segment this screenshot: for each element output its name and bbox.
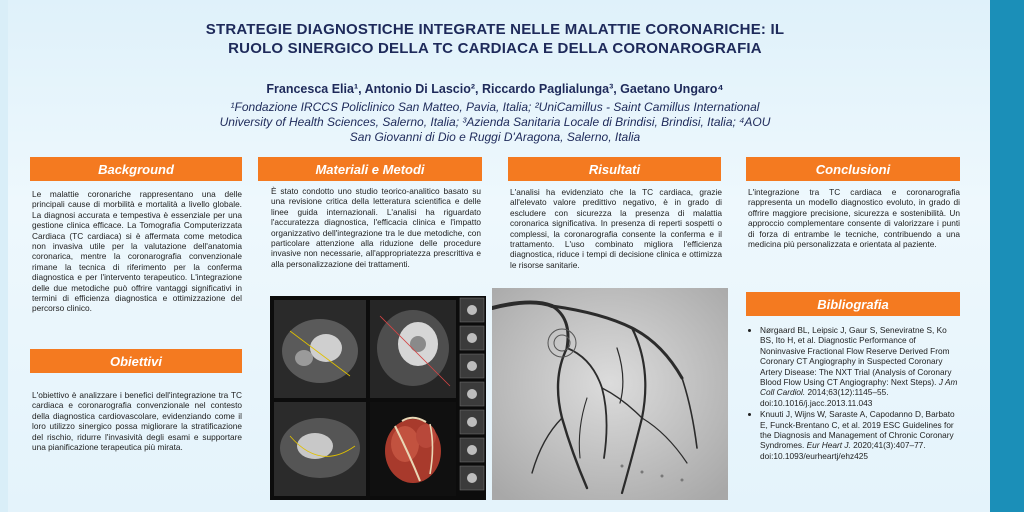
section-heading-background: Background bbox=[30, 157, 242, 181]
reference-text: Nørgaard BL, Leipsic J, Gaur S, Seneviratne S, Ko BS, Ito H, et al. Diagnostic Performance of Noninvasive Fractional Flow Reserve Derived From Coronary CT Angiography in Suspected Coronary Artery Disease: The NXT Trial (Analysis of Coronary Blood Flow Using CT Angiography: Next Steps). bbox=[760, 325, 952, 388]
reference-journal: Eur Heart J. bbox=[806, 440, 851, 451]
reference-details: 2014;63(12):1145–55. doi:10.1016/j.jacc.2013.11.043 bbox=[760, 387, 889, 408]
left-accent-strip bbox=[0, 0, 8, 512]
affiliations: ¹Fondazione IRCCS Policlinico San Matteo, Pavia, Italia; ²UniCamillus - Saint Camillus International University of Health Sciences, Salerno, Italia; ³Azienda Sanitaria Locale di Brindisi, Brindisi, Italia; ⁴AOU San Giovanni di Dio e Ruggi D'Aragona, Salerno, Italia bbox=[219, 100, 771, 144]
section-heading-obiettivi: Obiettivi bbox=[30, 349, 242, 373]
bibliography-list bbox=[748, 325, 958, 462]
right-border-stripe bbox=[990, 0, 1024, 512]
reference-details: 2020;41(3):407–77. doi:10.1093/eurheartj/ehz425 bbox=[760, 440, 926, 461]
obiettivi-text: L'obiettivo è analizzare i benefici dell'integrazione tra TC cardiaca e coronarografia convenzionale nel contesto della diagnostica cardiovascolare, evidenziando come il loro utilizzo sinergico possa migliorare la stratificazione del rischio, ridurre l'invasività degli esami e supportare una pianificazione terapeutica più mirata. bbox=[32, 390, 242, 453]
cardiac-ct-illustration bbox=[270, 296, 486, 500]
metodi-text: È stato condotto uno studio teorico-analitico basato su una revisione critica della letteratura scientifica e delle linee guida internazionali. L'analisi ha riguardato l'accuratezza diagnostica, l'efficacia clinica e l'impatto organizzativo dell'integrazione tra le due metodiche, con particolare attenzione alla riduzione delle procedure invasive non necessarie, all'appropriatezza prescrittiva e alla personalizzazione dei trattamenti. bbox=[271, 186, 481, 269]
angiogram-illustration bbox=[492, 288, 728, 500]
section-heading-conclusioni: Conclusioni bbox=[746, 157, 960, 181]
background-text: Le malattie coronariche rappresentano una delle principali cause di morbilità e mortalità a livello globale. La diagnosi accurata e tempestiva è essenziale per una gestione clinica efficace. La Tomografia Computerizzata Cardiaca (TC cardiaca) si è affermata come metodica non invasiva utile per la valutazione dell'anatomia coronarica, mentre la coronarografia convenzionale rimane la tecnica di riferimento per la conferma diagnostica e per l'intervento terapeutico. L'integrazione delle due metodiche può offrire vantaggi significativi in termini di efficienza diagnostica e ottimizzazione del percorso clinico. bbox=[32, 189, 242, 314]
reference-item bbox=[760, 409, 958, 461]
section-heading-metodi: Materiali e Metodi bbox=[258, 157, 482, 181]
reference-text: Knuuti J, Wijns W, Saraste A, Capodanno D, Barbato E, Funck-Brentano C, et al. 2019 ESC Guidelines for the Diagnosis and Management of Chronic Coronary Syndromes. bbox=[760, 409, 955, 451]
section-heading-bibliografia: Bibliografia bbox=[746, 292, 960, 316]
cardiac-ct-image-panel bbox=[270, 296, 486, 500]
reference-journal: J Am Coll Cardiol. bbox=[760, 377, 958, 398]
poster-title: STRATEGIE DIAGNOSTICHE INTEGRATE NELLE MALATTIE CORONARICHE: IL RUOLO SINERGICO DELLA TC CARDIACA E DELLA CORONAROGRAFIA bbox=[205, 21, 785, 57]
coronary-angiogram-image bbox=[492, 288, 728, 500]
conclusioni-text: L'integrazione tra TC cardiaca e coronarografia rappresenta un modello diagnostico evoluto, in grado di offrire maggiore precisione, sicurezza e sostenibilità. Un approccio complementare consente di valorizzare i punti di forza di entrambe le tecniche, contribuendo a una medicina più personalizzata e orientata al paziente. bbox=[748, 187, 960, 250]
reference-item bbox=[760, 325, 958, 408]
authors: Francesca Elia¹, Antonio Di Lascio², Riccardo Paglialunga³, Gaetano Ungaro⁴ bbox=[266, 82, 724, 96]
risultati-text: L'analisi ha evidenziato che la TC cardiaca, grazie all'elevato valore predittivo negativo, è in grado di escludere con sicurezza la presenza di malattia coronarica significativa. In presenza di reperti sospetti o complessi, la coronarografia consente la conferma e il trattamento. L'uso combinato migliora l'efficienza diagnostica, riduce i tempi di decisione clinica e ottimizza le risorse sanitarie. bbox=[510, 187, 722, 270]
section-heading-risultati: Risultati bbox=[508, 157, 721, 181]
